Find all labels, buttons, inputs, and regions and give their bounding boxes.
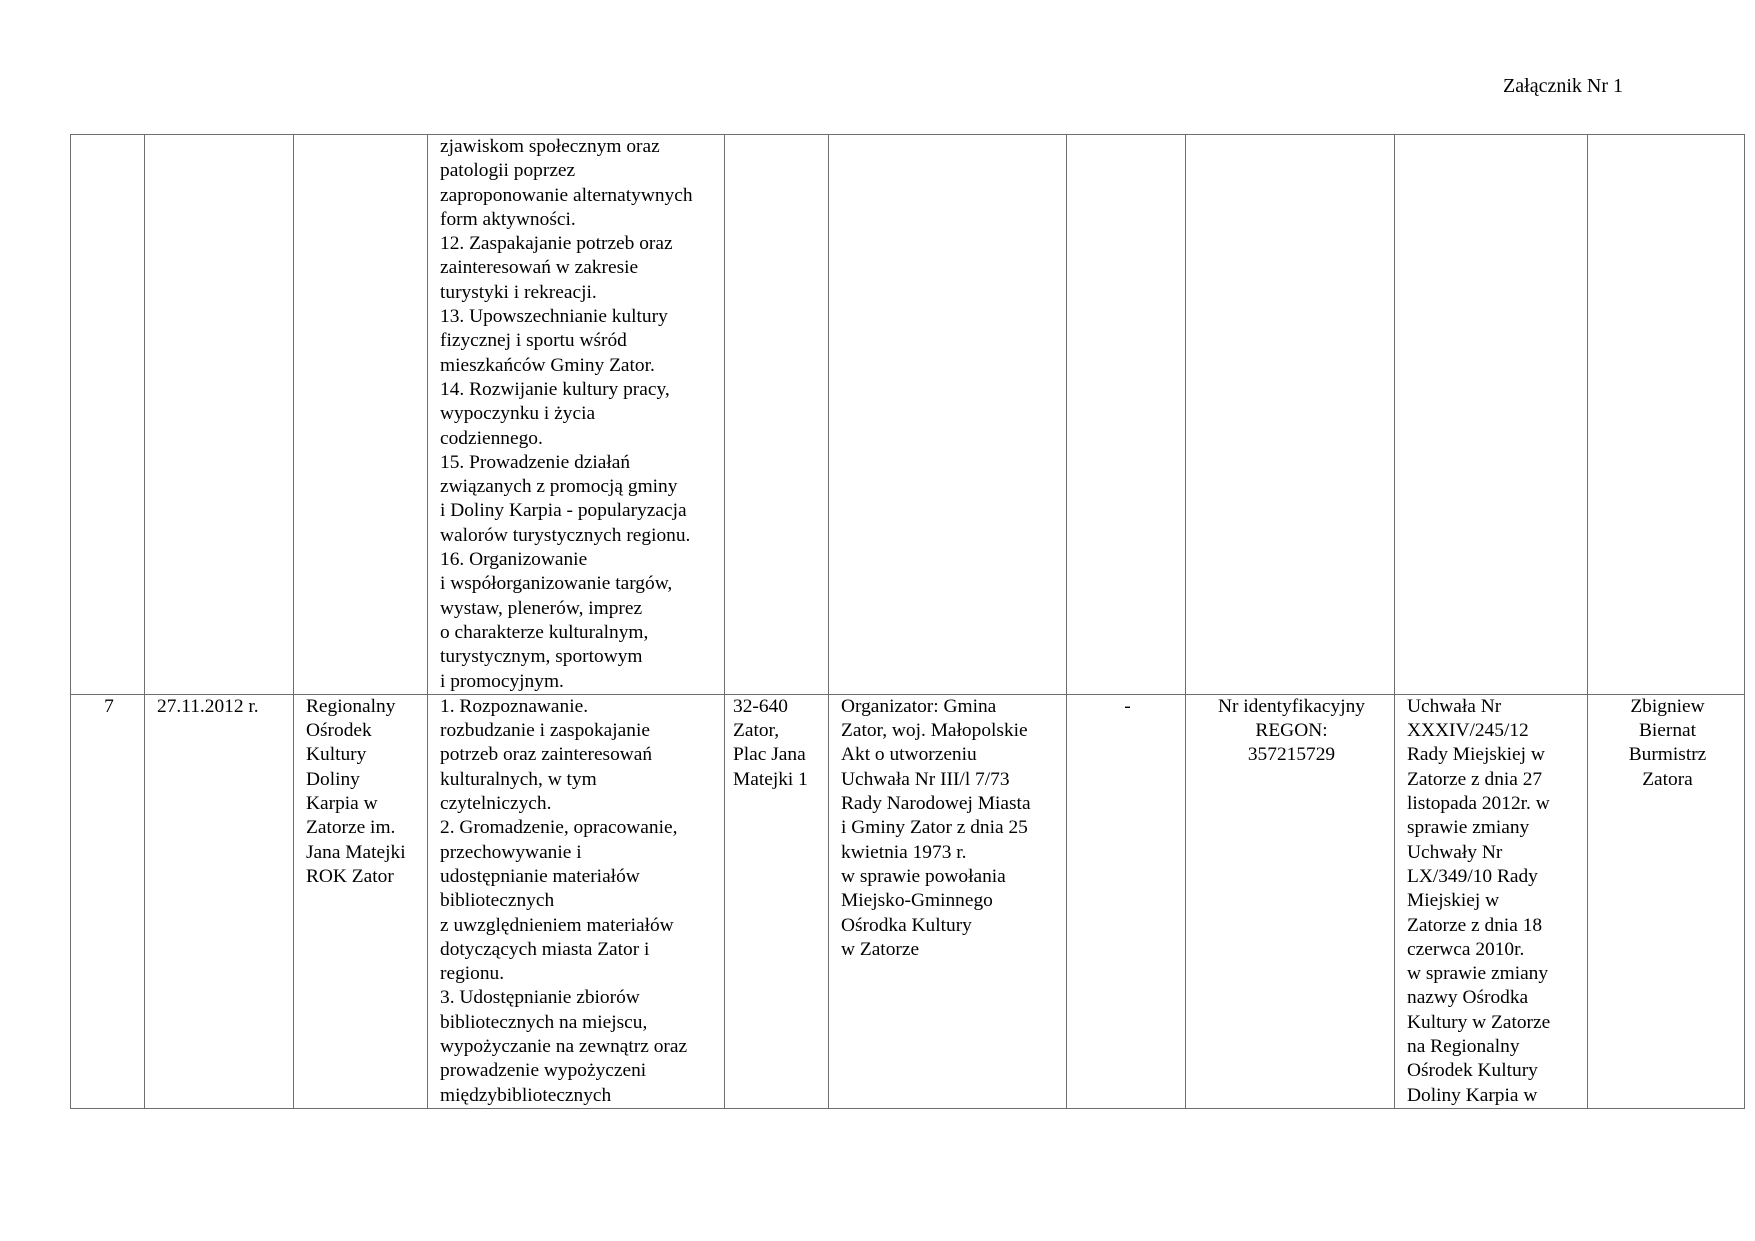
annex-label: Załącznik Nr 1 bbox=[1503, 75, 1623, 97]
entry-date: 27.11.2012 r. bbox=[145, 694, 294, 1108]
cell-col7 bbox=[1067, 135, 1186, 695]
entry-organizer: Organizator: Gmina Zator, woj. Małopolskie Akt o utworzeniu Uchwała Nr III/l 7/73 Rady Narodowej Miasta i Gminy Zator z dnia 25 kwietnia 1973 r. w sprawie powołania Miejsko-Gminnego Ośrodka Kultury w Zatorze bbox=[829, 694, 1067, 1108]
cell-organizer bbox=[829, 135, 1067, 695]
table-row-continuation bbox=[71, 135, 1745, 695]
cell-number bbox=[71, 135, 145, 695]
entry-signature: Zbigniew Biernat Burmistrz Zatora bbox=[1588, 694, 1745, 1108]
entry-address: 32-640 Zator, Plac Jana Matejki 1 bbox=[725, 694, 829, 1108]
entry-identification: Nr identyfikacyjny REGON: 357215729 bbox=[1186, 694, 1395, 1108]
cell-date bbox=[145, 135, 294, 695]
entry-tasks: 1. Rozpoznawanie. rozbudzanie i zaspokajanie potrzeb oraz zainteresowań kulturalnych, w tym czytelniczych. 2. Gromadzenie, opracowanie, przechowywanie i udostępnianie materiałów bibliotecznych z uwzględnieniem materiałów dotyczących miasta Zator i regionu. 3. Udostępnianie zbiorów bibliotecznych na miejscu, wypożyczanie na zewnątrz oraz prowadzenie wypożyczeni międzybibliotecznych bbox=[428, 694, 725, 1108]
cell-name bbox=[294, 135, 428, 695]
table-row bbox=[71, 694, 1745, 1108]
cell-tasks-continued: zjawiskom społecznym oraz patologii poprzez zaproponowanie alternatywnych form aktywności. 12. Zaspakajanie potrzeb oraz zainteresowań w zakresie turystyki i rekreacji. 13. Upowszechnianie kultury fizycznej i sportu wśród mieszkańców Gminy Zator. 14. Rozwijanie kultury pracy, wypoczynku i życia codziennego. 15. Prowadzenie działań związanych z promocją gminy i Doliny Karpia - popularyzacja walorów turystycznych regionu. 16. Organizowanie i współorganizowanie targów, wystaw, plenerów, imprez o charakterze kulturalnym, turystycznym, sportowym i promocyjnym. bbox=[428, 135, 725, 695]
cell-signature bbox=[1588, 135, 1745, 695]
cell-identification bbox=[1186, 135, 1395, 695]
entry-name: Regionalny Ośrodek Kultury Doliny Karpia w Zatorze im. Jana Matejki ROK Zator bbox=[294, 694, 428, 1108]
entry-col7: - bbox=[1067, 694, 1186, 1108]
register-table bbox=[70, 134, 1745, 1109]
cell-address bbox=[725, 135, 829, 695]
cell-resolution bbox=[1395, 135, 1588, 695]
entry-number: 7 bbox=[71, 694, 145, 1108]
entry-resolution: Uchwała Nr XXXIV/245/12 Rady Miejskiej w Zatorze z dnia 27 listopada 2012r. w sprawie zmiany Uchwały Nr LX/349/10 Rady Miejskiej w Zatorze z dnia 18 czerwca 2010r. w sprawie zmiany nazwy Ośrodka Kultury w Zatorze na Regionalny Ośrodek Kultury Doliny Karpia w bbox=[1395, 694, 1588, 1108]
